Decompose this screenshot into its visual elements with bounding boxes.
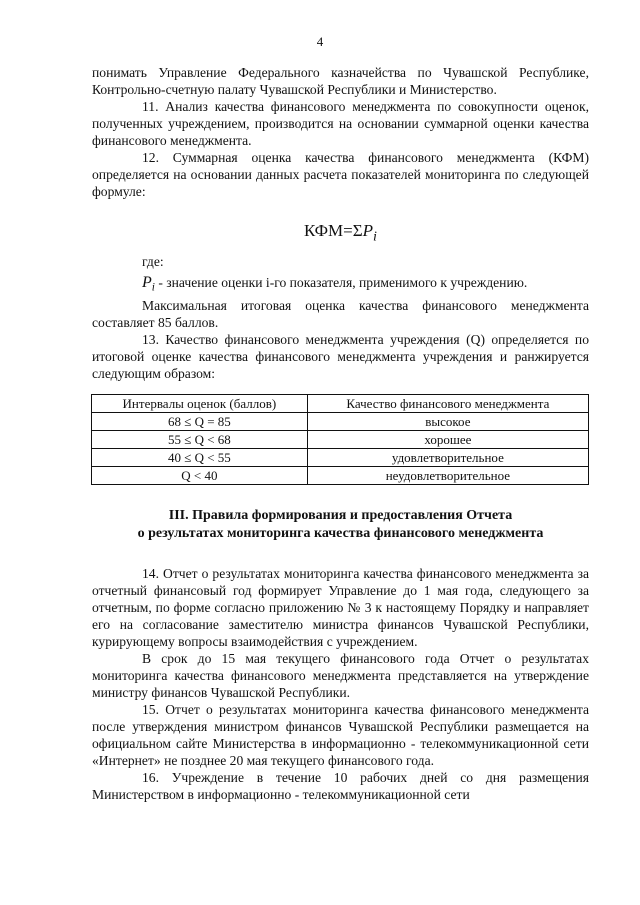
paragraph-12: 12. Суммарная оценка качества финансового менеджмента (КФМ) определяется на основании данных расчета показателей мониторинга по следующей формуле: [92,150,589,199]
paragraph-14: 14. Отчет о результатах мониторинга качества финансового менеджмента за отчетный финансовый год формирует Управление до 1 мая года, следующего за отчетным, по форме согласно приложению № 3 к настоящему Порядку и направляет его на согласование заместителю министра финансов Чувашской Республики, курирующему вопросы взаимодействия с учреждением. [92,566,589,650]
formula-sub: i [373,228,377,245]
paragraph-deadline: В срок до 15 мая текущего финансового года Отчет о результатах мониторинга качества финансового менеджмента представляется на утверждение министру финансов Чувашской Республики. [92,651,589,701]
quality-table [91,394,589,485]
document-body [92,64,589,803]
table-row [92,413,589,431]
formula-left: КФМ=Σ [304,221,363,240]
page-number: 4 [316,34,324,49]
table-cell-interval: 55 ≤ Q < 68 [92,431,308,449]
pi-definition [92,274,589,297]
paragraph-continuation: понимать Управление Федерального казначейства по Чувашской Республике, Контрольно-счетную палату Чувашской Республики и Министерство. [92,65,589,97]
table-cell-quality: неудовлетворительное [307,467,588,485]
paragraph-16: 16. Учреждение в течение 10 рабочих дней со дня размещения Министерством в информационно - телекоммуникационной сети [92,770,589,803]
table-cell-interval: 68 ≤ Q = 85 [92,413,308,431]
table-cell-interval: 40 ≤ Q < 55 [92,449,308,467]
table-header-row [92,395,589,413]
table-header-intervals: Интервалы оценок (баллов) [92,395,308,413]
formula-var: P [362,221,374,240]
table-header-quality: Качество финансового менеджмента [307,395,588,413]
table-cell-quality: удовлетворительное [307,449,588,467]
where-label: где: [142,254,164,270]
pi-symbol: P [142,274,152,292]
paragraph-13: 13. Качество финансового менеджмента учреждения (Q) определяется по итоговой оценке качества финансового менеджмента учреждения и ранжируется следующим образом: [92,332,589,382]
section-title [92,507,589,543]
paragraph-15: 15. Отчет о результатах мониторинга качества финансового менеджмента после утверждения министром финансов Чувашской Республики размещается на официальном сайте Министерства в информационно - телекоммуникационной сети «Интернет» не позднее 20 мая текущего финансового года. [92,702,589,769]
paragraph-max-score: Максимальная итоговая оценка качества финансового менеджмента составляет 85 баллов. [92,298,589,331]
table-row [92,431,589,449]
table-cell-quality: высокое [307,413,588,431]
pi-sub: i [151,282,155,295]
paragraph-11: 11. Анализ качества финансового менеджмента по совокупности оценок, полученных учреждением, производится на основании суммарной оценки качества финансового менеджмента. [92,99,589,148]
table-row [92,449,589,467]
table-row [92,467,589,485]
section-title-line2: о результатах мониторинга качества финансового менеджмента [137,526,544,542]
section-title-line1: III. Правила формирования и предоставления Отчета [168,508,513,524]
table-cell-quality: хорошее [307,431,588,449]
formula-kfm [92,222,589,245]
table-cell-interval: Q < 40 [92,467,308,485]
pi-text: - значение оценки i-го показателя, применимого к учреждению. [158,275,528,291]
